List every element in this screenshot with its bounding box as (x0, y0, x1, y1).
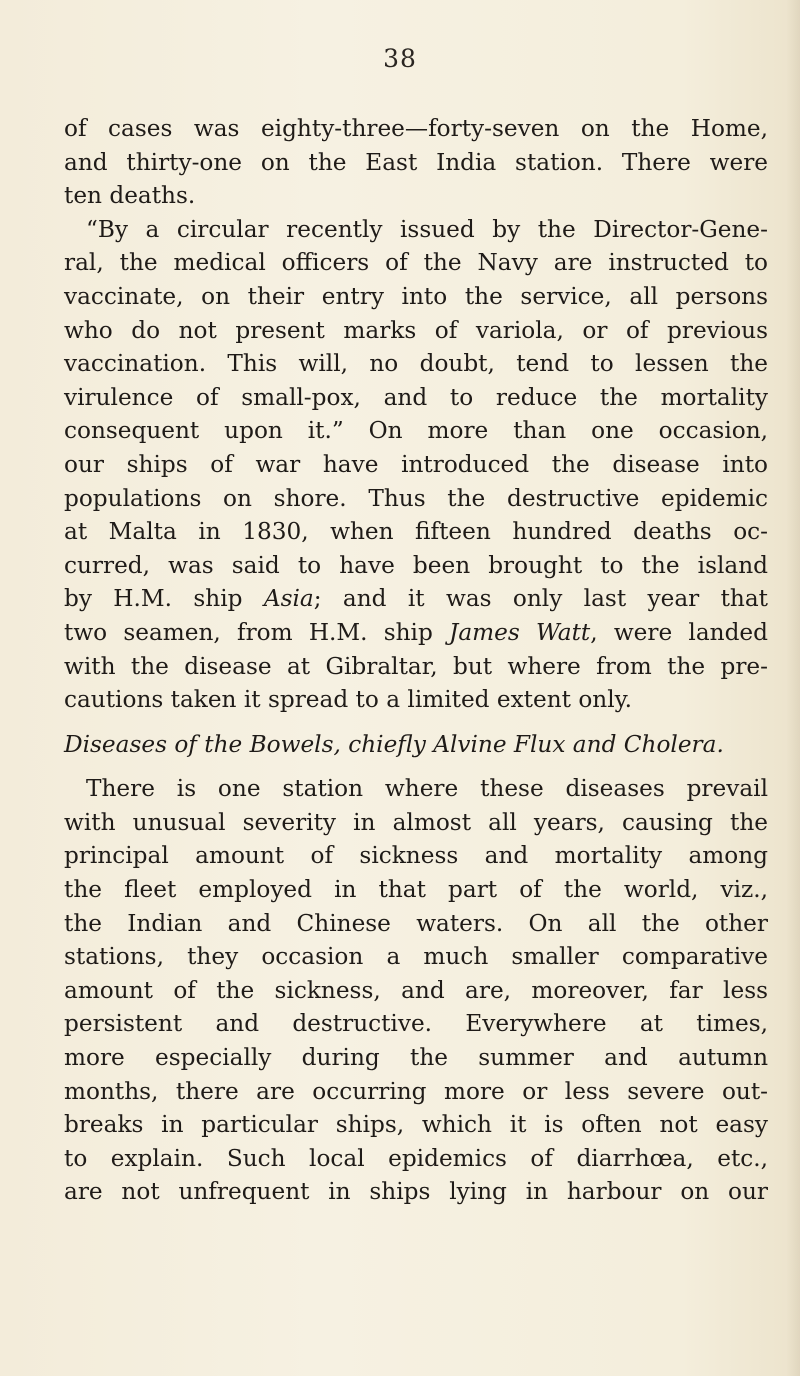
text-line: consequent upon it.” On more than one occasion, (64, 417, 768, 445)
text-line: who do not present marks of variola, or of previous (64, 316, 768, 344)
text-line: to explain. Such local epidemics of diarrhœa, etc., (64, 1144, 768, 1172)
text-line: virulence of small-pox, and to reduce the mortality (64, 383, 768, 411)
text-line: amount of the sickness, and are, moreover, far less (64, 976, 768, 1004)
text-line: with unusual severity in almost all years, causing the (64, 808, 768, 836)
text-line: of cases was eighty-three—forty-seven on the Home, (64, 115, 768, 142)
text-line: at Malta in 1830, when fifteen hundred deaths oc- (64, 518, 768, 546)
text-line: populations on shore. Thus the destructive epidemic (64, 484, 768, 512)
text-fragment: ; and it was only last year that (313, 585, 768, 613)
text-fragment: two seamen, from H.M. ship (64, 618, 450, 646)
body-text (64, 112, 768, 1209)
text-line: There is one station where these diseases prevail (86, 775, 768, 803)
text-line: and thirty-one on the East India station. There were (64, 148, 768, 176)
text-line: ral, the medical officers of the Navy are instructed to (64, 249, 768, 277)
text-line-mixed (64, 616, 768, 650)
page-edge-shadow (786, 0, 800, 1376)
text-line: with the disease at Gibraltar, but where from the pre- (64, 652, 768, 680)
text-line: persistent and destructive. Everywhere at times, (64, 1010, 768, 1038)
text-line: the Indian and Chinese waters. On all the other (64, 909, 768, 937)
text-line: ten deaths. (64, 182, 196, 210)
text-line: months, there are occurring more or less severe out- (64, 1077, 768, 1105)
ship-name-asia: Asia (263, 585, 314, 613)
text-line: are not unfrequent in ships lying in harbour on our (64, 1178, 768, 1206)
text-line: more especially during the summer and autumn (64, 1044, 768, 1072)
text-line: vaccinate, on their entry into the service, all persons (64, 282, 768, 310)
text-line: curred, was said to have been brought to the island (64, 551, 768, 579)
text-line-mixed (64, 582, 768, 616)
text-line: the fleet employed in that part of the world, viz., (64, 876, 768, 904)
text-line: cautions taken it spread to a limited extent only. (64, 686, 633, 714)
text-line: our ships of war have introduced the disease into (64, 450, 768, 478)
text-line: breaks in particular ships, which it is often not easy (64, 1111, 768, 1139)
text-line: vaccination. This will, no doubt, tend to lessen the (64, 350, 768, 378)
text-line: stations, they occasion a much smaller comparative (64, 943, 768, 971)
text-line: “By a circular recently issued by the Director-Gene- (86, 215, 768, 243)
text-fragment: by H.M. ship (64, 585, 264, 613)
text-fragment: , were landed (590, 618, 768, 646)
text-line: principal amount of sickness and mortality among (64, 842, 768, 870)
section-heading: Diseases of the Bowels, chiefly Alvine Flux and Cholera. (64, 730, 724, 758)
page-number: 38 (383, 44, 417, 73)
ship-name-james-watt: James Watt (449, 618, 591, 646)
